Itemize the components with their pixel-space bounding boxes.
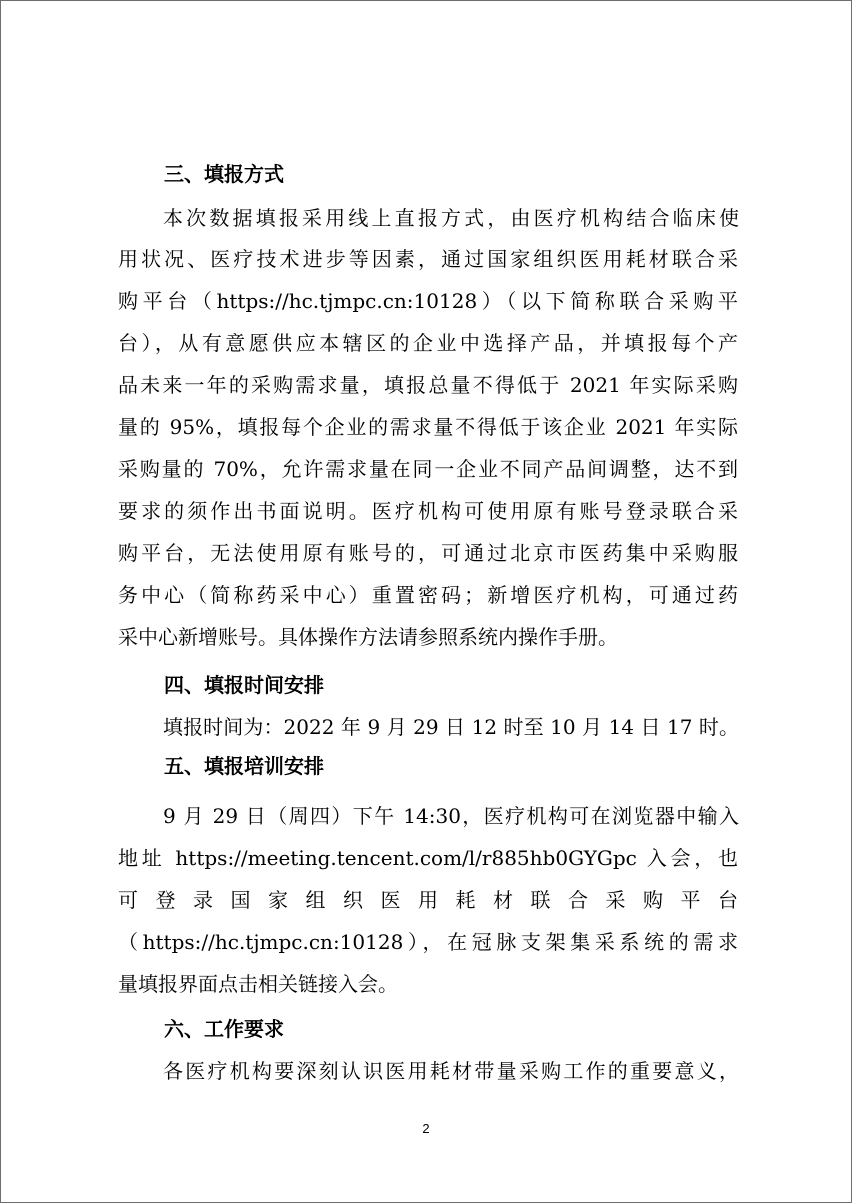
paragraph-line: 用状况、医疗技术进步等因素，通过国家组织医用耗材联合采 bbox=[118, 247, 738, 271]
paragraph-line: 量的 95%，填报每个企业的需求量不得低于该企业 2021 年实际 bbox=[118, 415, 738, 439]
paragraph-line: （https://hc.tjmpc.cn:10128），在冠脉支架集采系统的需求 bbox=[118, 930, 738, 954]
paragraph-line: 要求的须作出书面说明。医疗机构可使用原有账号登录联合采 bbox=[118, 499, 738, 523]
paragraph-line: 各医疗机构要深刻认识医用耗材带量采购工作的重要意义， bbox=[163, 1059, 739, 1083]
section-heading-3: 三、填报方式 bbox=[164, 162, 284, 186]
paragraph-line: 采中心新增账号。具体操作方法请参照系统内操作手册。 bbox=[118, 625, 618, 649]
paragraph-line: 本次数据填报采用线上直报方式，由医疗机构结合临床使 bbox=[163, 206, 739, 230]
paragraph-line: 9 月 29 日（周四）下午 14:30，医疗机构可在浏览器中输入 bbox=[163, 804, 739, 828]
paragraph-line: 可 登 录 国 家 组 织 医 用 耗 材 联 合 采 购 平 台 bbox=[118, 888, 738, 912]
paragraph-line: 量填报界面点击相关链接入会。 bbox=[118, 972, 398, 996]
paragraph-line: 购平台（https://hc.tjmpc.cn:10128）（以下简称联合采购平 bbox=[118, 289, 738, 313]
section-heading-5: 五、填报培训安排 bbox=[164, 754, 324, 778]
page-number: 2 bbox=[422, 1121, 430, 1136]
paragraph-line: 务中心（简称药采中心）重置密码；新增医疗机构，可通过药 bbox=[118, 583, 738, 607]
section-heading-4: 四、填报时间安排 bbox=[164, 673, 324, 697]
paragraph-line: 购平台，无法使用原有账号的，可通过北京市医药集中采购服 bbox=[118, 541, 738, 565]
paragraph-line: 品未来一年的采购需求量，填报总量不得低于 2021 年实际采购 bbox=[118, 373, 738, 397]
paragraph-line: 地址 https://meeting.tencent.com/l/r885hb0GYGpc 入会，也 bbox=[118, 846, 738, 870]
paragraph-line: 填报时间为：2022 年 9 月 29 日 12 时至 10 月 14 日 17 时。 bbox=[163, 715, 739, 739]
paragraph-line: 台），从有意愿供应本辖区的企业中选择产品，并填报每个产 bbox=[118, 331, 738, 355]
section-heading-6: 六、工作要求 bbox=[164, 1017, 284, 1041]
paragraph-line: 采购量的 70%，允许需求量在同一企业不同产品间调整，达不到 bbox=[118, 457, 738, 481]
